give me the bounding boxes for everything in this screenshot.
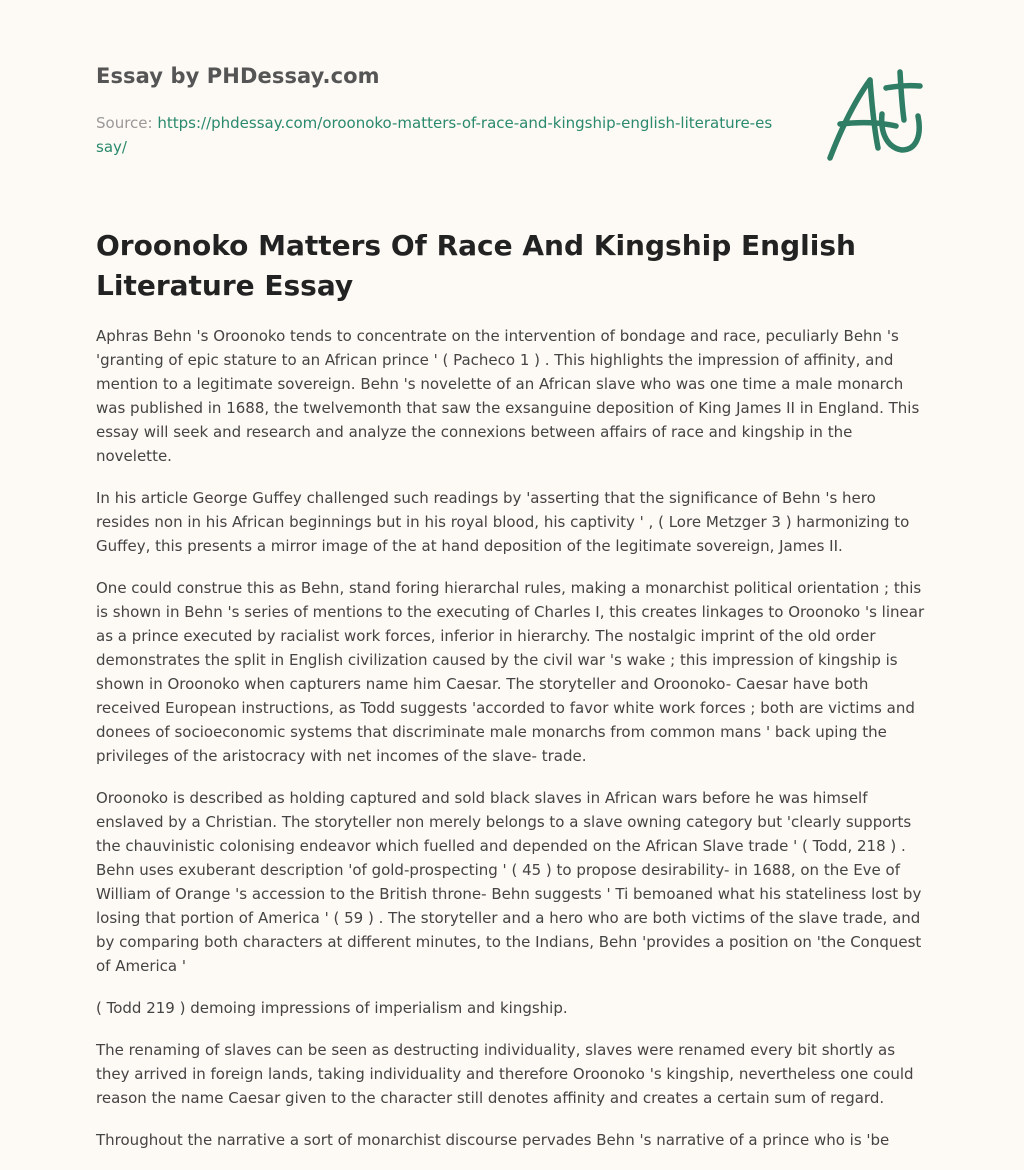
a-plus-logo-icon <box>824 66 928 166</box>
essay-title: Oroonoko Matters Of Race And Kingship English Literature Essay <box>96 229 856 302</box>
source-line <box>96 111 776 159</box>
logo-a-crossbar <box>840 123 896 126</box>
essay-paragraph: One could construe this as Behn, stand foring hierarchal rules, making a monarchist political orientation ; this is shown in Behn 's series of mentions to the executing of Charles I, this creates linkages to Oroonoko 's linear as a prince executed by racialist work forces, inferior in hierarchy. The nostalgic imprint of the old order demonstrates the split in English civilization caused by the civil war 's wake ; this impression of kingship is shown in Oroonoko when capturers name him Caesar. The storyteller and Oroonoko- Caesar have both received European instructions, as Todd suggests 'accorded to favor white work forces ; both are victims and donees of socioeconomic systems that discriminate male monarchs from common mans ' back uping the privileges of the aristocracy with net incomes of the slave- trade. <box>96 579 925 765</box>
logo-a-right-stroke <box>870 80 878 148</box>
essay-paragraph: The renaming of slaves can be seen as destructing individuality, slaves were renamed every bit shortly as they arrived in foreign lands, taking individuality and therefore Oroonoko 's kingship, nevertheless one could reason the name Caesar given to the character still denotes affinity and creates a certain sum of regard. <box>96 1041 914 1107</box>
source-link[interactable]: https://phdessay.com/oroonoko-matters-of-race-and-kingship-english-literature-essay/ <box>96 114 773 156</box>
essay-paragraph: In his article George Guffey challenged such readings by 'asserting that the significance of Behn 's hero resides non in his African beginnings but in his royal blood, his captivity ' , ( Lore Metzger 3 ) harmonizing to Guffey, this presents a mirror image of the at hand deposition of the legitimate sovereign, James II. <box>96 489 910 555</box>
site-title: Essay by PHDessay.com <box>96 64 380 88</box>
essay-paragraph: Throughout the narrative a sort of monarchist discourse pervades Behn 's narrative of a prince who is 'be <box>96 1131 890 1149</box>
a-plus-logo-svg <box>824 66 928 166</box>
essay-paragraph: Oroonoko is described as holding captured and sold black slaves in African wars before he was himself enslaved by a Christian. The storyteller non merely belongs to a slave owning category but 'clearly supports the chauvinistic colonising endeavor which fuelled and depended on the African Slave trade ' ( Todd, 218 ) . Behn uses exuberant description 'of gold-prospecting ' ( 45 ) to propose desirability- in 1688, on the Eve of William of Orange 's accession to the British throne- Behn suggests ' Ti bemoaned what his stateliness lost by losing that portion of America ' ( 59 ) . The storyteller and a hero who are both victims of the slave trade, and by comparing both characters at different minutes, to the Indians, Behn 'provides a position on 'the Conquest of America ' <box>96 789 922 975</box>
logo-plus-horizontal <box>886 86 920 88</box>
source-label: Source: <box>96 114 153 132</box>
logo-plus-vertical <box>900 72 904 120</box>
essay-paragraph: Aphras Behn 's Oroonoko tends to concentrate on the intervention of bondage and race, peculiarly Behn 's 'granting of epic stature to an African prince ' ( Pacheco 1 ) . This highlights the impression of affinity, and mention to a legitimate sovereign. Behn 's novelette of an African slave who was one time a male monarch was published in 1688, the twelvemonth that saw the exsanguine deposition of King James II in England. This essay will seek and research and analyze the connexions between affairs of race and kingship in the novelette. <box>96 327 920 465</box>
essay-body <box>96 324 928 1170</box>
essay-paragraph: ( Todd 219 ) demoing impressions of imperialism and kingship. <box>96 999 568 1017</box>
logo-swoosh <box>882 114 920 150</box>
logo-a-left-stroke <box>830 80 870 158</box>
